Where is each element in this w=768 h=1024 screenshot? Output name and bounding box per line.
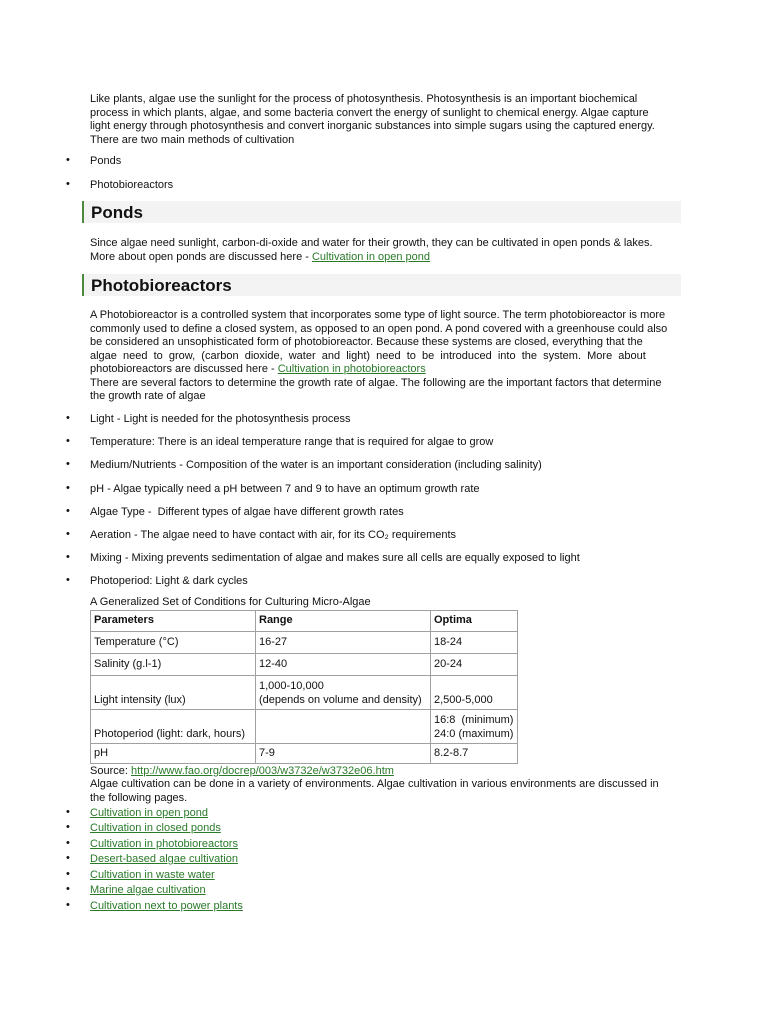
- factor-text: Mixing - Mixing prevents sedimentation of algae and makes sure all cells are equally exposed to light: [90, 552, 580, 564]
- ponds-line: Since algae need sunlight, carbon-di-oxide and water for their growth, they can be cultivated in open ponds & lakes.: [90, 237, 653, 249]
- table-cell: 12-40: [256, 654, 431, 676]
- pbr-text: photobioreactors are discussed here -: [90, 363, 278, 375]
- cultivation-link[interactable]: Cultivation in waste water: [90, 869, 215, 881]
- cell-line: 1,000-10,000: [259, 680, 324, 692]
- ponds-heading: [82, 201, 681, 223]
- cell-line: 16:8 (minimum): [434, 714, 514, 726]
- intro-line: light energy through photosynthesis and convert inorganic substances into simple sugars using the captured energy.: [90, 120, 655, 132]
- table-cell: 8.2-8.7: [431, 744, 518, 764]
- bullet-icon: •: [66, 868, 70, 880]
- bullet-icon: •: [66, 821, 70, 833]
- section-title: Ponds: [91, 203, 143, 222]
- pbr-line: algae need to grow, (carbon dioxide, water and light) need to be introduced into the system. More about: [90, 349, 646, 362]
- intro-line: There are two main methods of cultivation: [90, 133, 295, 146]
- outro-line: the following pages.: [90, 791, 188, 804]
- photobioreactors-paragraph: [90, 309, 678, 404]
- outro-line: Algae cultivation can be done in a variety of environments. Algae cultivation in various environments are discussed in: [90, 778, 659, 790]
- table-row: [91, 710, 518, 744]
- table-header-row: [91, 611, 518, 632]
- cultivation-link[interactable]: Marine algae cultivation: [90, 884, 206, 896]
- method-label: Ponds: [90, 155, 122, 167]
- bullet-icon: •: [66, 852, 70, 864]
- pbr-line: [90, 363, 678, 377]
- pbr-line: commonly used to define a closed system, as opposed to an open pond. A pond covered with a greenhouse could also: [90, 322, 668, 335]
- source-line: [90, 765, 394, 779]
- section-title: Photobioreactors: [91, 276, 232, 295]
- intro-paragraph: [90, 93, 678, 147]
- pbr-line: There are several factors to determine the growth rate of algae. The following are the important factors that determine: [90, 376, 662, 389]
- bullet-icon: •: [66, 551, 70, 563]
- table-cell: Light intensity (lux): [91, 676, 256, 710]
- factor-text: Photoperiod: Light & dark cycles: [90, 575, 248, 587]
- factor-text: Aeration - The algae need to have contact with air, for its CO₂ requirements: [90, 529, 457, 541]
- bullet-icon: •: [66, 837, 70, 849]
- pbr-line: the growth rate of algae: [90, 390, 206, 402]
- bullet-icon: •: [66, 574, 70, 586]
- source-link[interactable]: http://www.fao.org/docrep/003/w3732e/w3732e06.htm: [130, 765, 394, 777]
- table-cell: 7-9: [256, 744, 431, 764]
- pbr-line: be considered an unsophisticated form of photobioreactor. Because these systems are closed, everything that the: [90, 336, 643, 348]
- cultivation-link[interactable]: Cultivation next to power plants: [90, 900, 243, 912]
- outro-paragraph: [90, 778, 678, 805]
- cultivation-link[interactable]: Cultivation in open pond: [90, 807, 209, 819]
- factor-text: Light - Light is needed for the photosynthesis process: [90, 413, 351, 425]
- bullet-icon: •: [66, 154, 70, 166]
- table-row: [91, 632, 518, 654]
- factor-text: Temperature: There is an ideal temperature range that is required for algae to grow: [90, 436, 494, 448]
- bullet-icon: •: [66, 883, 70, 895]
- column-header: Optima: [431, 611, 518, 632]
- cultivation-link[interactable]: Desert-based algae cultivation: [90, 853, 238, 865]
- bullet-icon: •: [66, 412, 70, 424]
- method-label: Photobioreactors: [90, 179, 174, 191]
- table-row: [91, 676, 518, 710]
- bullet-icon: •: [66, 528, 70, 540]
- intro-line: Like plants, algae use the sunlight for the process of photosynthesis. Photosynthesis is an important biochemical: [90, 93, 638, 105]
- conditions-table: [90, 610, 518, 764]
- table-cell: [256, 710, 431, 744]
- ponds-line: [90, 251, 678, 265]
- cell-line: (depends on volume and density): [259, 693, 422, 706]
- bullet-icon: •: [66, 458, 70, 470]
- open-pond-link[interactable]: Cultivation in open pond: [311, 250, 431, 263]
- factor-text: Medium/Nutrients - Composition of the water is an important consideration (including salinity): [90, 459, 542, 471]
- column-header: Parameters: [91, 611, 256, 632]
- table-cell: 20-24: [431, 654, 518, 676]
- pbr-line: A Photobioreactor is a controlled system that incorporates some type of light source. The term photobioreactor is more: [90, 309, 666, 321]
- bullet-icon: •: [66, 435, 70, 447]
- table-row: [91, 744, 518, 764]
- factor-text: Algae Type - Different types of algae have different growth rates: [90, 506, 404, 518]
- table-cell: 18-24: [431, 632, 518, 654]
- table-caption: A Generalized Set of Conditions for Culturing Micro-Algae: [90, 596, 371, 608]
- bullet-icon: •: [66, 482, 70, 494]
- photobioreactors-link[interactable]: Cultivation in photobioreactors: [277, 363, 426, 375]
- cultivation-link[interactable]: Cultivation in photobioreactors: [90, 838, 238, 850]
- table-cell: [256, 676, 431, 710]
- table-row: [91, 654, 518, 676]
- factor-text: pH - Algae typically need a pH between 7 and 9 to have an optimum growth rate: [90, 483, 480, 495]
- table-cell: 16-27: [256, 632, 431, 654]
- table-cell: pH: [91, 744, 256, 764]
- table-cell: Temperature (°C): [91, 632, 256, 654]
- ponds-paragraph: [90, 237, 678, 264]
- photobioreactors-heading: [82, 274, 681, 296]
- bullet-icon: •: [66, 899, 70, 911]
- bullet-icon: •: [66, 806, 70, 818]
- bullet-icon: •: [66, 505, 70, 517]
- table-cell: 2,500-5,000: [431, 676, 518, 710]
- column-header: Range: [256, 611, 431, 632]
- cultivation-link[interactable]: Cultivation in closed ponds: [90, 822, 221, 834]
- intro-line: process in which plants, algae, and some bacteria convert the energy of sunlight to chemical energy. Algae capture: [90, 106, 649, 119]
- source-label: Source:: [90, 765, 131, 777]
- table-cell: [431, 710, 518, 744]
- cell-line: 24:0 (maximum): [434, 727, 514, 740]
- table-cell: Salinity (g.l-1): [91, 654, 256, 676]
- table-cell: Photoperiod (light: dark, hours): [91, 710, 256, 744]
- bullet-icon: •: [66, 178, 70, 190]
- ponds-text: More about open ponds are discussed here -: [90, 250, 312, 263]
